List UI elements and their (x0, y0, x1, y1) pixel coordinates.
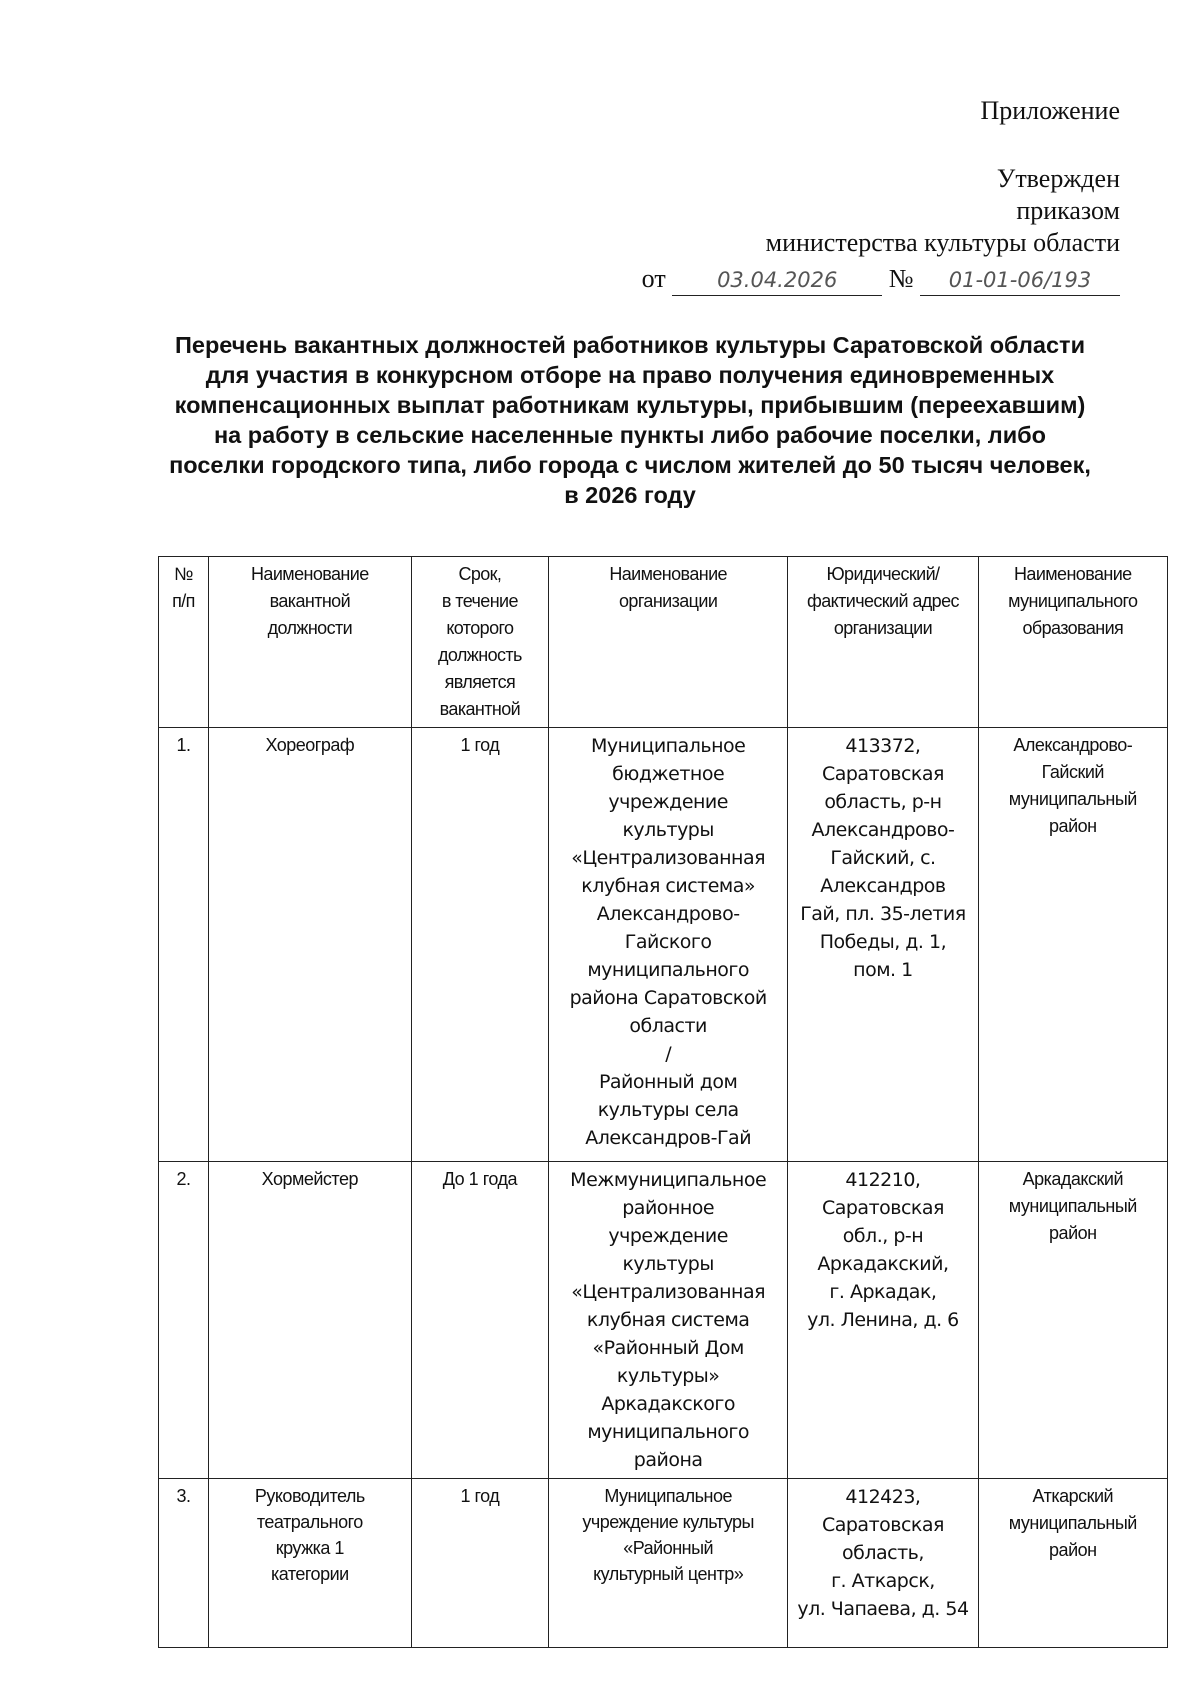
row-municipality: Аткарский муниципальный район (978, 1479, 1167, 1648)
appendix-label (980, 95, 1120, 127)
row-position: Хореограф (208, 728, 411, 1162)
order-from-label: от (641, 264, 666, 293)
approval-line: приказом (1016, 196, 1120, 225)
approval-line: министерства культуры области (765, 228, 1120, 257)
row-number: 3. (159, 1479, 209, 1648)
table-row (159, 1479, 1168, 1648)
header-cell-position: Наименование вакантной должности (208, 557, 411, 728)
row-number: 2. (159, 1162, 209, 1479)
order-date-handwritten: 03.04.2026 (672, 265, 882, 296)
row-municipality: Аркадакский муниципальный район (978, 1162, 1167, 1479)
appendix-text: Приложение (980, 96, 1120, 125)
approval-line: Утвержден (996, 164, 1120, 193)
row-term: До 1 года (411, 1162, 548, 1479)
row-organization: Муниципальное учреждение культуры «Районный культурный центр» (549, 1479, 788, 1648)
table-row (159, 728, 1168, 1162)
row-address: 412423, Саратовская область, г. Аткарск, ул. Чапаева, д. 54 (788, 1479, 978, 1648)
row-position: Руководитель театрального кружка 1 категории (208, 1479, 411, 1648)
header-cell-number: № п/п (159, 557, 209, 728)
row-organization: Муниципальное бюджетное учреждение культуры «Централизованная клубная система» Александрово- Гайского муниципального района Саратовской области / Районный дом культуры села Александров-Гай (549, 728, 788, 1162)
row-term: 1 год (411, 1479, 548, 1648)
row-municipality: Александрово- Гайский муниципальный район (978, 728, 1167, 1162)
row-address: 412210, Саратовская обл., р-н Аркадакский, г. Аркадак, ул. Ленина, д. 6 (788, 1162, 978, 1479)
row-number: 1. (159, 728, 209, 1162)
title-line: компенсационных выплат работникам культуры, прибывшим (переехавшим) (174, 392, 1086, 418)
table-header-row (159, 557, 1168, 728)
header-cell-organization: Наименование организации (549, 557, 788, 728)
title-line: Перечень вакантных должностей работников культуры Саратовской области (174, 332, 1086, 358)
vacancies-table (158, 556, 1168, 1648)
title-line: на работу в сельские населенные пункты либо рабочие поселки, либо (213, 422, 1047, 448)
order-number-handwritten: 01-01-06/193 (920, 265, 1120, 296)
row-position: Хормейстер (208, 1162, 411, 1479)
title-line: для участия в конкурсном отборе на право получения единовременных (205, 362, 1055, 388)
document-title (150, 330, 1110, 510)
title-line: в 2026 году (564, 482, 696, 508)
row-organization: Межмуниципальное районное учреждение культуры «Централизованная клубная система «Районный Дом культуры» Аркадакского муниципального района (549, 1162, 788, 1479)
row-address: 413372, Саратовская область, р-н Александрово- Гайский, с. Александров Гай, пл. 35-летия Победы, д. 1, пом. 1 (788, 728, 978, 1162)
header-cell-term: Срок, в течение которого должность является вакантной (411, 557, 548, 728)
header-cell-address: Юридический/ фактический адрес организации (788, 557, 978, 728)
table-row (159, 1162, 1168, 1479)
order-reference (642, 263, 1120, 296)
row-term: 1 год (411, 728, 548, 1162)
order-number-label: № (888, 264, 914, 293)
title-line: поселки городского типа, либо города с числом жителей до 50 тысяч человек, (169, 452, 1091, 478)
header-cell-municipality: Наименование муниципального образования (978, 557, 1167, 728)
approval-block (766, 163, 1120, 259)
